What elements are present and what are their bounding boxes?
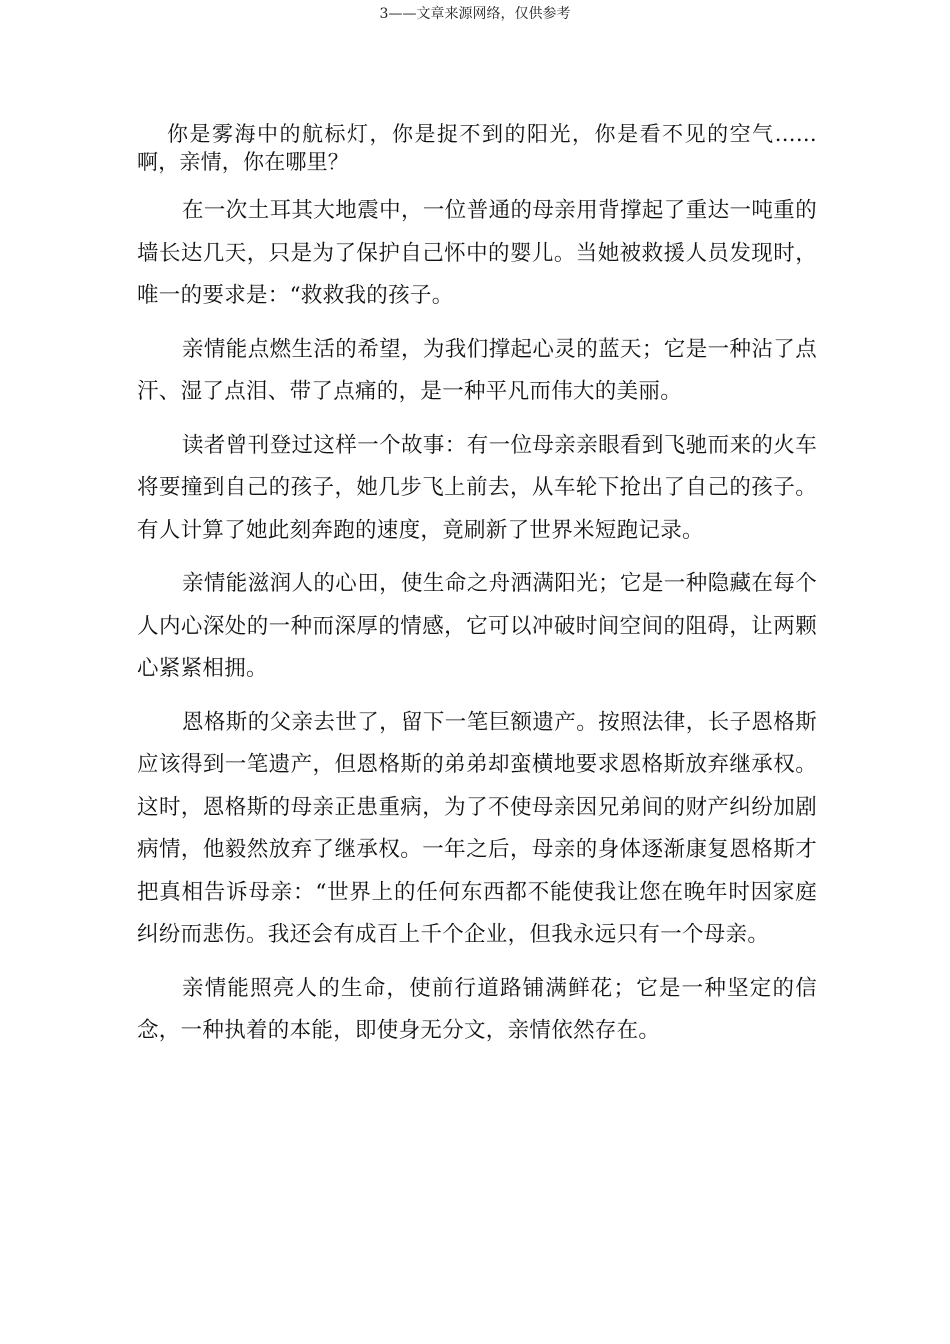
page-header: 3——文章来源网络，仅供参考 bbox=[379, 6, 571, 22]
paragraph-earthquake-story: 在一次土耳其大地震中，一位普通的母亲用背撑起了重达一吨重的墙长达几天，只是为了保护自己怀中的婴儿。当她被救援人员发现时，唯一的要求是：“救救我的孩子。 bbox=[137, 198, 817, 308]
article-body bbox=[137, 120, 817, 1064]
paragraph-nourish: 亲情能滋润人的心田，使生命之舟洒满阳光；它是一种隐藏在每个人内心深处的一种而深厚的情感，它可以冲破时间空间的阻碍，让两颗心紧紧相拥。 bbox=[137, 571, 817, 681]
paragraph-train-story: 读者曾刊登过这样一个故事：有一位母亲亲眼看到飞驰而来的火车将要撞到自己的孩子，她几步飞上前去，从车轮下抢出了自己的孩子。有人计算了她此刻奔跑的速度，竟刷新了世界米短跑记录。 bbox=[137, 432, 817, 543]
paragraph-engels-story: 恩格斯的父亲去世了，留下一笔巨额遗产。按照法律，长子恩格斯应该得到一笔遗产，但恩格斯的弟弟却蛮横地要求恩格斯放弃继承权。这时，恩格斯的母亲正患重病，为了不使母亲因兄弟间的财产纠纷加剧病情，他毅然放弃了继承权。一年之后，母亲的身体逐渐康复恩格斯才把真相告诉母亲：“世界上的任何东西都不能使我让您在晚年时因家庭纠纷而悲伤。我还会有成百上千个企业，但我永远只有一个母亲。 bbox=[137, 709, 817, 947]
intro-paragraph: 你是雾海中的航标灯，你是捉不到的阳光，你是看不见的空气……啊，亲情，你在哪里？ bbox=[137, 122, 817, 174]
paragraph-hope: 亲情能点燃生活的希望，为我们撑起心灵的蓝天；它是一种沾了点汗、湿了点泪、带了点痛的，是一种平凡而伟大的美丽。 bbox=[137, 336, 817, 404]
paragraph-illuminate: 亲情能照亮人的生命，使前行道路铺满鲜花；它是一种坚定的信念，一种执着的本能，即使身无分文，亲情依然存在。 bbox=[137, 975, 817, 1043]
